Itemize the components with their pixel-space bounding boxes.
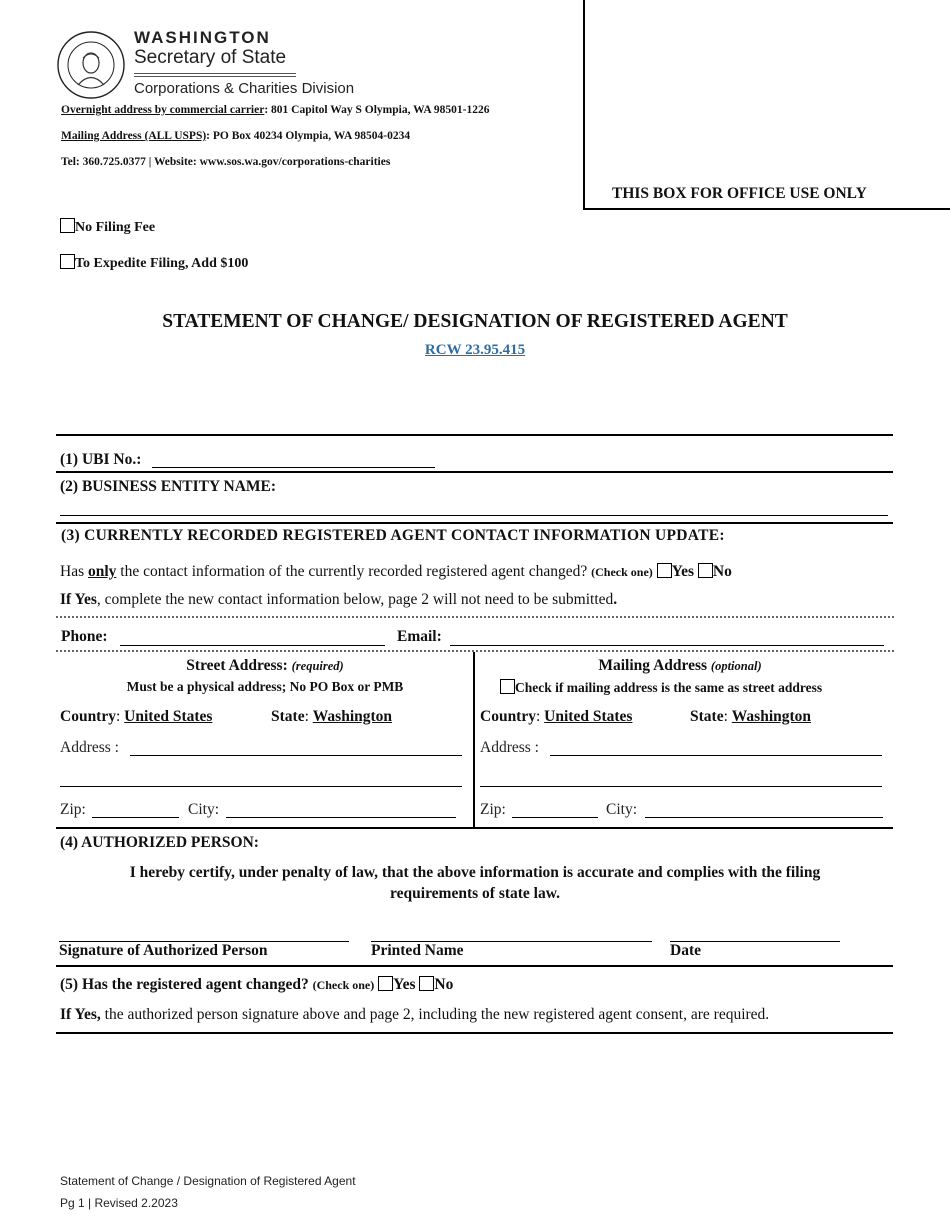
- phone-input-line[interactable]: [120, 645, 385, 646]
- date-label: Date: [670, 942, 701, 959]
- entity-name-label: (2) BUSINESS ENTITY NAME:: [60, 478, 277, 495]
- phone-label: Phone:: [61, 628, 108, 645]
- state-seal: [56, 30, 126, 100]
- printed-name-label: Printed Name: [371, 942, 464, 959]
- street-country-value[interactable]: United States: [124, 708, 213, 725]
- mailing-country-value[interactable]: United States: [544, 708, 633, 725]
- mailing-address-input-line[interactable]: [550, 755, 882, 756]
- check-one-hint: (Check one): [591, 565, 653, 579]
- agent-if-yes-rest: the authorized person signature above and page 2, including the new registered agent consent, are required.: [100, 1006, 770, 1023]
- phone-top-dotted-rule: [56, 616, 894, 618]
- overnight-label: Overnight address by commercial carrier: [61, 104, 265, 116]
- footer-page-revision: Pg 1 | Revised 2.2023: [60, 1196, 178, 1210]
- street-heading-text: Street Address:: [186, 657, 292, 674]
- division-name: Corporations & Charities Division: [134, 80, 355, 97]
- header-rule-2: [134, 76, 296, 77]
- mailing-qualifier: (optional): [710, 659, 762, 673]
- agent-if-yes-note: [60, 1006, 769, 1024]
- mailing-state: State: Washington: [690, 708, 812, 725]
- section3-heading: (3) CURRENTLY RECORDED REGISTERED AGENT CONTACT INFORMATION UPDATE:: [61, 527, 725, 544]
- ubi-label: (1) UBI No.:: [60, 451, 142, 468]
- agent-check-one-hint: (Check one): [312, 978, 375, 992]
- same-address-option[interactable]: [500, 679, 822, 696]
- street-country: Country: United States: [60, 708, 213, 725]
- street-address-label: Address :: [60, 739, 119, 756]
- contact-yes-label: Yes: [671, 563, 695, 580]
- street-country-label: Country: [60, 708, 116, 725]
- overnight-value: : 801 Capitol Way S Olympia, WA 98501-1226: [264, 104, 490, 116]
- agent-no-checkbox[interactable]: [419, 976, 434, 991]
- section5-top-rule: [56, 965, 893, 967]
- certification-statement: I hereby certify, under penalty of law, that the above information is accurate and complies with the filing requirements of state law.: [129, 864, 821, 902]
- mailing-city-input-line[interactable]: [645, 817, 883, 818]
- no-filing-fee-option[interactable]: [60, 218, 155, 236]
- street-address-input-line[interactable]: [130, 755, 462, 756]
- section2-top-rule: [56, 471, 893, 473]
- address-column-divider: [473, 652, 475, 828]
- entity-name-input-line[interactable]: [60, 515, 888, 516]
- mailing-address: [61, 130, 410, 142]
- question-post: the contact information of the currently recorded registered agent changed?: [116, 563, 592, 580]
- agent-yes-label: Yes: [393, 976, 416, 993]
- contact-changed-question: [60, 563, 732, 581]
- office-use-label: THIS BOX FOR OFFICE USE ONLY: [612, 185, 867, 202]
- ubi-input-line[interactable]: [152, 467, 435, 468]
- mailing-address-heading: [480, 657, 880, 675]
- rcw-link-wrap: [0, 342, 950, 359]
- if-yes-rest: , complete the new contact information below, page 2 will not need to be submitted: [96, 591, 614, 608]
- mailing-city-label: City:: [606, 801, 638, 818]
- office-box-left-border: [583, 0, 585, 209]
- section4-top-rule: [56, 827, 893, 829]
- street-address-input-line-2[interactable]: [60, 786, 462, 787]
- expedite-checkbox[interactable]: [60, 254, 75, 269]
- if-yes-period: .: [613, 591, 618, 608]
- street-address-heading: [60, 657, 470, 675]
- agent-changed-question: [60, 976, 453, 994]
- street-address-note: Must be a physical address; No PO Box or PMB: [126, 679, 404, 694]
- expedite-option[interactable]: [60, 254, 248, 272]
- same-address-checkbox[interactable]: [500, 679, 515, 694]
- footer-form-name: Statement of Change / Designation of Registered Agent: [60, 1174, 356, 1188]
- no-filing-fee-checkbox[interactable]: [60, 218, 75, 233]
- street-zip-label: Zip:: [60, 801, 86, 818]
- street-zip-input-line[interactable]: [92, 817, 179, 818]
- mailing-country-label: Country: [480, 708, 536, 725]
- if-yes-bold: If Yes: [60, 591, 97, 608]
- contact-no-checkbox[interactable]: [698, 563, 713, 578]
- header-rule: [134, 73, 296, 74]
- contact-if-yes-note: [60, 591, 617, 609]
- office-box-bottom-border: [583, 208, 950, 210]
- email-label: Email:: [397, 628, 442, 645]
- mailing-heading-text: Mailing Address: [598, 657, 711, 674]
- agent-yes-checkbox[interactable]: [378, 976, 393, 991]
- expedite-label: To Expedite Filing, Add $100: [75, 256, 249, 271]
- street-state: State: Washington: [271, 708, 393, 725]
- mailing-country: Country: United States: [480, 708, 633, 725]
- mailing-state-label: State: [690, 708, 724, 725]
- street-qualifier: (required): [291, 659, 344, 673]
- same-address-label: Check if mailing address is the same as street address: [515, 680, 823, 695]
- section3-top-rule: [56, 522, 893, 524]
- section4-heading: (4) AUTHORIZED PERSON:: [60, 834, 259, 851]
- phone-bottom-dotted-rule: [56, 650, 894, 652]
- signature-label: Signature of Authorized Person: [59, 942, 268, 959]
- agency-name: WASHINGTON: [134, 28, 271, 47]
- agent-no-label: No: [434, 976, 454, 993]
- rcw-link[interactable]: RCW 23.95.415: [424, 342, 526, 358]
- agency-subtitle: Secretary of State: [134, 47, 287, 68]
- agent-if-yes-bold: If Yes,: [60, 1006, 101, 1023]
- contact-line: Tel: 360.725.0377 | Website: www.sos.wa.gov/corporations-charities: [61, 156, 391, 168]
- overnight-address: [61, 104, 489, 116]
- contact-no-label: No: [712, 563, 732, 580]
- form-title: STATEMENT OF CHANGE/ DESIGNATION OF REGISTERED AGENT: [162, 311, 788, 332]
- mailing-address-input-line-2[interactable]: [480, 786, 882, 787]
- mailing-label: Mailing Address (ALL USPS): [61, 130, 207, 142]
- street-state-label: State: [271, 708, 305, 725]
- mailing-zip-input-line[interactable]: [512, 817, 598, 818]
- mailing-zip-label: Zip:: [480, 801, 506, 818]
- no-filing-fee-label: No Filing Fee: [75, 220, 156, 235]
- email-input-line[interactable]: [450, 645, 884, 646]
- street-city-label: City:: [188, 801, 220, 818]
- question-pre: Has: [60, 563, 88, 580]
- street-city-input-line[interactable]: [226, 817, 456, 818]
- mailing-address-label: Address :: [480, 739, 539, 756]
- contact-yes-checkbox[interactable]: [657, 563, 672, 578]
- agent-changed-text: (5) Has the registered agent changed?: [60, 976, 309, 993]
- street-state-value[interactable]: Washington: [312, 708, 393, 725]
- mailing-state-value[interactable]: Washington: [731, 708, 812, 725]
- question-only: only: [87, 563, 117, 580]
- mailing-value: : PO Box 40234 Olympia, WA 98504-0234: [206, 130, 411, 142]
- section1-top-rule: [56, 434, 893, 436]
- section5-bottom-rule: [56, 1032, 893, 1034]
